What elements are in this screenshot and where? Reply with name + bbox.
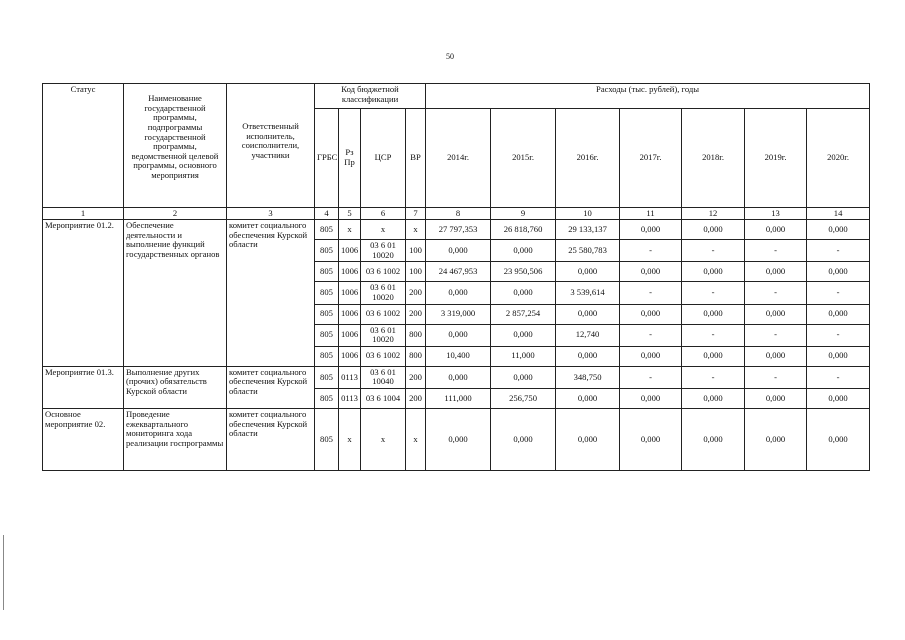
page-number: 50 <box>446 52 454 61</box>
grbs-cell: 805 <box>315 366 339 388</box>
expense-value-cell: 0,000 <box>620 346 682 366</box>
csr-cell: 03 6 1004 <box>361 389 406 409</box>
grbs-cell: 805 <box>315 324 339 346</box>
expense-value-cell: - <box>620 366 682 388</box>
expense-value-cell: 0,000 <box>426 366 491 388</box>
column-number: 3 <box>227 208 315 220</box>
expense-value-cell: 2 857,254 <box>491 304 556 324</box>
grbs-cell: 805 <box>315 409 339 471</box>
expense-value-cell: 348,750 <box>556 366 620 388</box>
expense-value-cell: 0,000 <box>426 409 491 471</box>
responsible-cell: комитет социального обеспечения Курской области <box>227 366 315 408</box>
expense-value-cell: 0,000 <box>620 389 682 409</box>
responsible-cell: комитет социального обеспечения Курской области <box>227 409 315 471</box>
rzpr-cell: 1006 <box>339 304 361 324</box>
rzpr-cell: 1006 <box>339 262 361 282</box>
vr-cell: 200 <box>406 282 426 304</box>
expense-value-cell: 0,000 <box>556 304 620 324</box>
expense-value-cell: 0,000 <box>745 220 807 240</box>
expense-value-cell: 0,000 <box>807 304 870 324</box>
status-cell: Мероприятие 01.3. <box>43 366 124 408</box>
rzpr-cell: х <box>339 220 361 240</box>
expense-value-cell: 0,000 <box>745 346 807 366</box>
table-row <box>43 220 870 240</box>
csr-cell: 03 6 01 10020 <box>361 282 406 304</box>
expense-value-cell: - <box>620 282 682 304</box>
csr-cell: 03 6 01 10020 <box>361 324 406 346</box>
expense-value-cell: 0,000 <box>491 366 556 388</box>
expense-value-cell: 26 818,760 <box>491 220 556 240</box>
expense-value-cell: - <box>807 366 870 388</box>
expense-value-cell: - <box>745 366 807 388</box>
expense-value-cell: 0,000 <box>620 262 682 282</box>
expense-value-cell: 0,000 <box>556 262 620 282</box>
vr-cell: 200 <box>406 304 426 324</box>
expense-value-cell: - <box>682 324 745 346</box>
vr-cell: 200 <box>406 389 426 409</box>
rzpr-cell: 1006 <box>339 324 361 346</box>
header-csr: ЦСР <box>361 109 406 208</box>
expense-value-cell: 0,000 <box>745 409 807 471</box>
expense-value-cell: 0,000 <box>556 409 620 471</box>
header-status: Статус <box>43 84 124 208</box>
expense-value-cell: - <box>745 282 807 304</box>
rzpr-cell: 0113 <box>339 366 361 388</box>
vr-cell: 800 <box>406 324 426 346</box>
column-number: 10 <box>556 208 620 220</box>
header-grbs: ГРБС <box>315 109 339 208</box>
status-cell: Мероприятие 01.2. <box>43 220 124 367</box>
expense-value-cell: 23 950,506 <box>491 262 556 282</box>
expense-value-cell: 0,000 <box>491 409 556 471</box>
expense-value-cell: 0,000 <box>745 389 807 409</box>
column-number-row <box>43 208 870 220</box>
header-vr: ВР <box>406 109 426 208</box>
header-year: 2018г. <box>682 109 745 208</box>
column-number: 2 <box>124 208 227 220</box>
expense-value-cell: 0,000 <box>807 346 870 366</box>
expense-value-cell: 0,000 <box>491 282 556 304</box>
expense-value-cell: 0,000 <box>745 262 807 282</box>
grbs-cell: 805 <box>315 304 339 324</box>
expense-value-cell: - <box>745 240 807 262</box>
column-number: 9 <box>491 208 556 220</box>
csr-cell: х <box>361 409 406 471</box>
scan-edge-line <box>3 535 6 610</box>
rzpr-cell: 1006 <box>339 346 361 366</box>
status-cell: Основное мероприятие 02. <box>43 409 124 471</box>
expense-value-cell: - <box>682 366 745 388</box>
rzpr-cell: 1006 <box>339 282 361 304</box>
column-number: 14 <box>807 208 870 220</box>
vr-cell: 800 <box>406 346 426 366</box>
name-cell: Обеспечение деятельности и выполнение функций государственных органов <box>124 220 227 367</box>
header-year: 2016г. <box>556 109 620 208</box>
expense-value-cell: 0,000 <box>620 304 682 324</box>
expense-value-cell: 12,740 <box>556 324 620 346</box>
expense-value-cell: 0,000 <box>682 346 745 366</box>
expense-value-cell: - <box>620 240 682 262</box>
expense-value-cell: - <box>682 240 745 262</box>
expense-value-cell: - <box>807 324 870 346</box>
header-year: 2014г. <box>426 109 491 208</box>
header-year: 2015г. <box>491 109 556 208</box>
csr-cell: 03 6 01 10020 <box>361 240 406 262</box>
expense-value-cell: - <box>682 282 745 304</box>
expense-value-cell: 111,000 <box>426 389 491 409</box>
table-header <box>43 84 870 220</box>
expense-value-cell: 0,000 <box>807 389 870 409</box>
budget-table <box>42 83 870 471</box>
expense-value-cell: 0,000 <box>491 324 556 346</box>
vr-cell: х <box>406 220 426 240</box>
rzpr-cell: 1006 <box>339 240 361 262</box>
expense-value-cell: 256,750 <box>491 389 556 409</box>
grbs-cell: 805 <box>315 346 339 366</box>
expense-value-cell: 0,000 <box>807 262 870 282</box>
responsible-cell: комитет социального обеспечения Курской области <box>227 220 315 367</box>
expense-value-cell: 29 133,137 <box>556 220 620 240</box>
expense-value-cell: 0,000 <box>620 220 682 240</box>
header-rzpr: Рз Пр <box>339 109 361 208</box>
column-number: 4 <box>315 208 339 220</box>
column-number: 7 <box>406 208 426 220</box>
expense-value-cell: 24 467,953 <box>426 262 491 282</box>
expense-value-cell: 0,000 <box>807 409 870 471</box>
table-body <box>43 220 870 471</box>
header-budget-code: Код бюджетной классификации <box>315 84 426 109</box>
column-number: 13 <box>745 208 807 220</box>
expense-value-cell: 0,000 <box>491 240 556 262</box>
header-name: Наименование государственной программы, подпрограммы государственной программы, ведомственной целевой программы, основного мероприятия <box>124 84 227 208</box>
expense-value-cell: 0,000 <box>556 346 620 366</box>
csr-cell: 03 6 1002 <box>361 304 406 324</box>
column-number: 12 <box>682 208 745 220</box>
expense-value-cell: 25 580,783 <box>556 240 620 262</box>
header-expenses: Расходы (тыс. рублей), годы <box>426 84 870 109</box>
header-year: 2020г. <box>807 109 870 208</box>
vr-cell: 200 <box>406 366 426 388</box>
table-row <box>43 409 870 471</box>
vr-cell: х <box>406 409 426 471</box>
column-number: 5 <box>339 208 361 220</box>
expense-value-cell: 0,000 <box>620 409 682 471</box>
expense-value-cell: 0,000 <box>682 409 745 471</box>
rzpr-cell: 0113 <box>339 389 361 409</box>
header-year: 2017г. <box>620 109 682 208</box>
expense-value-cell: - <box>745 324 807 346</box>
csr-cell: х <box>361 220 406 240</box>
grbs-cell: 805 <box>315 389 339 409</box>
csr-cell: 03 6 1002 <box>361 346 406 366</box>
expense-value-cell: 0,000 <box>682 389 745 409</box>
expense-value-cell: - <box>807 240 870 262</box>
expense-value-cell: 0,000 <box>426 240 491 262</box>
rzpr-cell: х <box>339 409 361 471</box>
column-number: 11 <box>620 208 682 220</box>
grbs-cell: 805 <box>315 240 339 262</box>
expense-value-cell: 0,000 <box>426 282 491 304</box>
name-cell: Проведение ежеквартального мониторинга хода реализации госпрограммы <box>124 409 227 471</box>
expense-value-cell: 0,000 <box>807 220 870 240</box>
expense-value-cell: 0,000 <box>426 324 491 346</box>
csr-cell: 03 6 1002 <box>361 262 406 282</box>
expense-value-cell: 11,000 <box>491 346 556 366</box>
column-number: 6 <box>361 208 406 220</box>
expense-value-cell: 10,400 <box>426 346 491 366</box>
column-number: 8 <box>426 208 491 220</box>
grbs-cell: 805 <box>315 262 339 282</box>
vr-cell: 100 <box>406 262 426 282</box>
vr-cell: 100 <box>406 240 426 262</box>
expense-value-cell: 27 797,353 <box>426 220 491 240</box>
table-row <box>43 366 870 388</box>
column-number: 1 <box>43 208 124 220</box>
expense-value-cell: 3 539,614 <box>556 282 620 304</box>
expense-value-cell: 3 319,000 <box>426 304 491 324</box>
grbs-cell: 805 <box>315 220 339 240</box>
grbs-cell: 805 <box>315 282 339 304</box>
header-year: 2019г. <box>745 109 807 208</box>
header-responsible: Ответственный исполнитель, соисполнители, участники <box>227 84 315 208</box>
expense-value-cell: - <box>807 282 870 304</box>
expense-value-cell: 0,000 <box>682 304 745 324</box>
csr-cell: 03 6 01 10040 <box>361 366 406 388</box>
expense-value-cell: 0,000 <box>745 304 807 324</box>
expense-value-cell: 0,000 <box>556 389 620 409</box>
expense-value-cell: 0,000 <box>682 262 745 282</box>
name-cell: Выполнение других (прочих) обязательств Курской области <box>124 366 227 408</box>
expense-value-cell: 0,000 <box>682 220 745 240</box>
expense-value-cell: - <box>620 324 682 346</box>
